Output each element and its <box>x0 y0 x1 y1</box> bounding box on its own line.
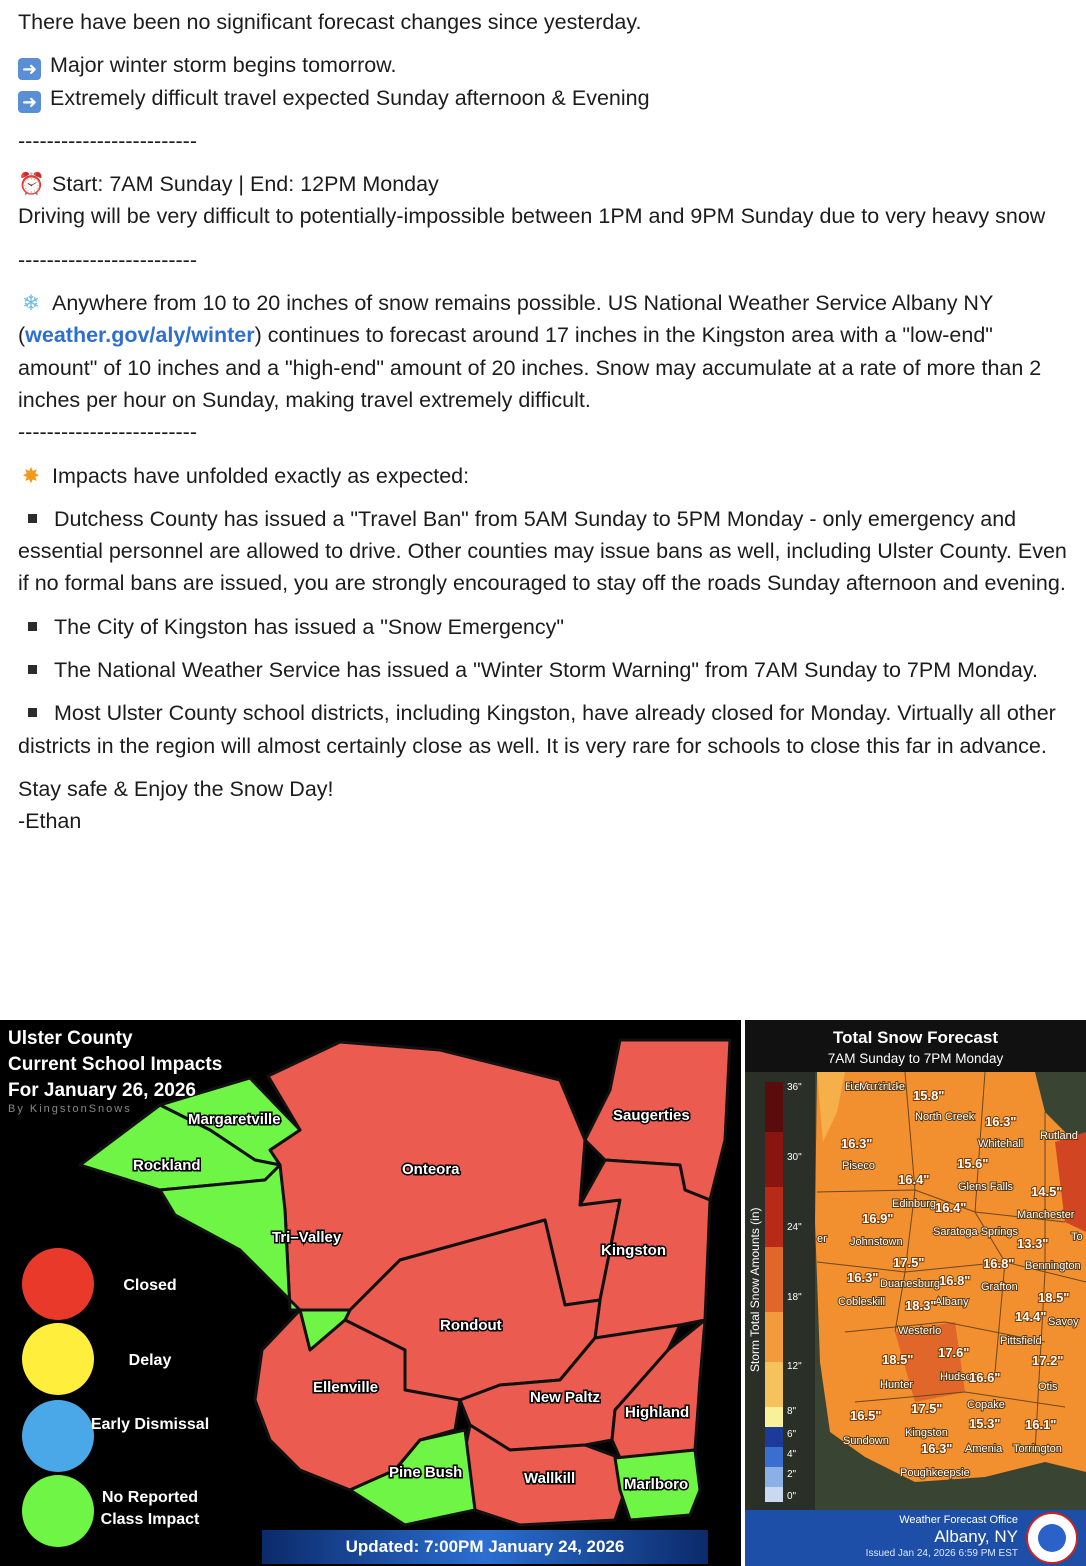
post-body <box>18 6 1078 838</box>
snow-value: 14.4" <box>1015 1309 1047 1324</box>
snow-value: 15.8" <box>913 1088 945 1103</box>
issued-time: Issued Jan 24, 2026 6:59 PM EST <box>865 1548 1018 1559</box>
snow-text-a: Anywhere from 10 to 20 inches of snow remains possible. US National Weather Service Albany NY ( <box>18 291 993 348</box>
right-arrow-icon: ➜ <box>18 91 41 113</box>
snow-value: 15.6" <box>957 1156 989 1171</box>
legend-early-dot <box>22 1400 94 1472</box>
snow-paragraph <box>18 287 1078 416</box>
snow-value: 16.3" <box>841 1136 873 1151</box>
bullet-text: The City of Kingston has issued a "Snow Emergency" <box>54 614 565 639</box>
office-label: Weather Forecast Office <box>899 1514 1018 1526</box>
nws-footer <box>745 1510 1086 1566</box>
snow-value: 16.6" <box>969 1370 1001 1385</box>
legend-early-label: Early Dismissal <box>90 1416 210 1433</box>
alarm-clock-icon: ⏰ <box>18 172 45 197</box>
divider: ------------------------- <box>18 128 197 153</box>
bullet-text: The National Weather Service has issued a "Winter Storm Warning" from 7AM Sunday to 7PM Monday. <box>54 658 1038 683</box>
bullet-square-icon <box>28 514 37 523</box>
office-city: Albany, NY <box>934 1527 1018 1546</box>
scale-tick: 30" <box>787 1152 802 1163</box>
snow-value: 16.3" <box>921 1441 953 1456</box>
scale-axis-title: Storm Total Snow Amounts (in) <box>748 1207 762 1372</box>
label-tri-valley: Tri–Valley <box>272 1229 342 1246</box>
snow-value: 14.5" <box>1031 1184 1063 1199</box>
snow-value: 16.4" <box>898 1172 930 1187</box>
label-new-paltz: New Paltz <box>530 1389 601 1406</box>
snow-value: 16.8" <box>939 1273 971 1288</box>
label-ellenville: Ellenville <box>313 1379 379 1396</box>
label-margaretville: Margaretville <box>188 1111 281 1128</box>
scale-tick: 24" <box>787 1222 802 1233</box>
snow-map-subtitle: 7AM Sunday to 7PM Monday <box>827 1051 1004 1066</box>
scale-tick: 4" <box>787 1449 797 1460</box>
school-map-title <box>8 1026 222 1104</box>
legend-closed-dot <box>22 1248 94 1320</box>
bullet-item <box>18 654 1078 686</box>
snow-value: 18.3" <box>905 1298 937 1313</box>
snowflake-icon: ❄ <box>21 291 40 316</box>
snow-value: 15.3" <box>969 1416 1001 1431</box>
legend-delay-dot <box>22 1323 94 1395</box>
snow-value: 16.3" <box>847 1270 879 1285</box>
place-label: Savoy <box>1048 1316 1079 1328</box>
legend-delay-label: Delay <box>128 1352 172 1369</box>
label-rondout: Rondout <box>440 1317 502 1334</box>
scale-tick: 12" <box>787 1361 802 1372</box>
label-pine-bush: Pine Bush <box>389 1464 463 1481</box>
snow-map-title: Total Snow Forecast <box>833 1028 998 1047</box>
title-line: Ulster County <box>8 1028 133 1049</box>
timing-heading <box>18 168 1078 200</box>
point-text: Major winter storm begins tomorrow. <box>50 53 397 78</box>
signoff-line: Stay safe & Enjoy the Snow Day! <box>18 776 334 801</box>
snow-value: 17.6" <box>938 1345 970 1360</box>
place-label: Cobleskill <box>838 1296 886 1308</box>
place-label: To <box>1071 1231 1083 1243</box>
bullet-text: Most Ulster County school districts, including Kingston, have already closed for Monday. Virtually all other districts in the region will almost certainly close as well. It is very rare for schools to close this far in advance. <box>18 701 1056 758</box>
point-text: Extremely difficult travel expected Sunday afternoon & Evening <box>50 85 650 110</box>
bullet-square-icon <box>28 708 37 717</box>
snow-value: 16.3" <box>985 1114 1017 1129</box>
place-label: Westerlo <box>898 1325 942 1337</box>
legend-closed-label: Closed <box>123 1277 177 1294</box>
snow-value: 18.5" <box>1038 1290 1070 1305</box>
scale-tick: 6" <box>787 1429 797 1440</box>
label-rockland: Rockland <box>133 1157 201 1174</box>
place-label: Poughkeepsie <box>900 1467 970 1479</box>
divider: ------------------------- <box>18 247 197 272</box>
place-label: Bennington <box>1025 1260 1081 1272</box>
scale-tick: 36" <box>787 1082 802 1093</box>
place-label: Albany <box>935 1296 969 1308</box>
place-label: North Creek <box>915 1111 975 1123</box>
snow-value: 16.8" <box>983 1256 1015 1271</box>
updated-banner: Updated: 7:00PM January 24, 2026 <box>262 1530 708 1564</box>
bullet-text: Dutchess County has issued a "Travel Ban" from 5AM Sunday to 5PM Monday - only emergency and essential personnel are allowed to drive. Other counties may issue bans as well, including Ulster County. Even if no formal bans are issued, you are strongly encouraged to stay off the roads Sunday afternoon and evening. <box>18 506 1067 596</box>
snow-map-svg <box>745 1072 1086 1512</box>
scale-tick: 0" <box>787 1491 797 1502</box>
snow-value: 16.5" <box>850 1408 882 1423</box>
point-line <box>18 82 1078 114</box>
place-label: Saratoga Springs <box>933 1226 1018 1238</box>
place-label: Johnstown <box>850 1236 903 1248</box>
point-line <box>18 49 1078 81</box>
snow-forecast-map[interactable] <box>745 1020 1086 1566</box>
label-kingston: Kingston <box>601 1242 666 1259</box>
place-label: Amenia <box>965 1443 1003 1455</box>
snow-value: 16.4" <box>935 1200 967 1215</box>
bullet-square-icon <box>28 622 37 631</box>
legend-no-impact-label: No Reported Class Impact <box>100 1489 200 1528</box>
nws-link[interactable]: weather.gov/aly/winter <box>25 323 255 348</box>
label-onteora: Onteora <box>402 1161 460 1178</box>
scale-tick: 2" <box>787 1469 797 1480</box>
divider: ------------------------- <box>18 420 197 445</box>
place-label: er <box>817 1233 827 1245</box>
bullet-square-icon <box>28 665 37 674</box>
impacts-head-text: Impacts have unfolded exactly as expected: <box>52 463 470 488</box>
label-saugerties: Saugerties <box>613 1107 690 1124</box>
impacts-heading <box>18 460 1078 492</box>
snow-value: 16.1" <box>1025 1417 1057 1432</box>
place-label: Rutland <box>1040 1130 1078 1142</box>
place-label: Blue Mountain Lake <box>845 1081 905 1093</box>
snow-value: 17.2" <box>1032 1353 1064 1368</box>
snow-value: 16.9" <box>862 1211 894 1226</box>
title-line: For January 26, 2026 <box>8 1080 196 1101</box>
place-label: Copake <box>967 1399 1005 1411</box>
place-label: Manchester <box>1017 1209 1075 1221</box>
snow-value: 17.5" <box>893 1255 925 1270</box>
intro-text: There have been no significant forecast changes since yesterday. <box>18 10 642 34</box>
legend-no-impact-dot <box>22 1475 94 1547</box>
place-label: Grafton <box>981 1281 1018 1293</box>
signoff-name: -Ethan <box>18 809 82 834</box>
place-label: Pittsfield <box>1000 1335 1042 1347</box>
label-wallkill: Wallkill <box>524 1470 576 1487</box>
place-label: Hudson <box>940 1371 978 1383</box>
place-label: Kingston <box>905 1427 948 1439</box>
place-label: Edinburg <box>892 1198 937 1210</box>
place-label: Duanesburg <box>880 1278 940 1290</box>
school-impacts-map[interactable] <box>0 1020 741 1566</box>
place-label: Hunter <box>880 1379 914 1391</box>
place-label: Piseco <box>842 1160 876 1172</box>
snow-value: 18.5" <box>882 1352 914 1367</box>
timing-head-text: Start: 7AM Sunday | End: 12PM Monday <box>52 172 439 197</box>
scale-tick: 18" <box>787 1292 802 1303</box>
right-arrow-icon: ➜ <box>18 58 41 80</box>
nws-logo-icon <box>1026 1512 1078 1564</box>
place-label: Otis <box>1038 1381 1058 1393</box>
snow-text-b: ) continues to forecast around 17 inches in the Kingston area with a "low-end" amount" of 10 inches and a "high-end" amount of 20 inches. Snow may accumulate at a rate of more than 2 inches per hour on Sunday, making travel extremely difficult. <box>18 323 1042 412</box>
map-credit: By KingstonSnows <box>8 1103 132 1115</box>
bullet-item <box>18 611 1078 643</box>
bullet-item <box>18 503 1078 600</box>
label-marlboro: Marlboro <box>624 1476 689 1493</box>
collision-icon: ✸ <box>21 463 40 488</box>
snow-value: 13.3" <box>1017 1236 1049 1251</box>
place-label: Whitehall <box>978 1138 1024 1150</box>
title-line: Current School Impacts <box>8 1054 223 1075</box>
bullet-item <box>18 697 1078 762</box>
snow-value: 17.5" <box>911 1401 943 1416</box>
place-label: Sundown <box>843 1435 889 1447</box>
place-label: Torrington <box>1013 1443 1062 1455</box>
timing-body: Driving will be very difficult to potentially-impossible between 1PM and 9PM Sunday due to very heavy snow <box>18 204 1046 229</box>
place-label: Glens Falls <box>958 1181 1014 1193</box>
scale-tick: 8" <box>787 1406 797 1417</box>
label-highland: Highland <box>625 1404 690 1421</box>
